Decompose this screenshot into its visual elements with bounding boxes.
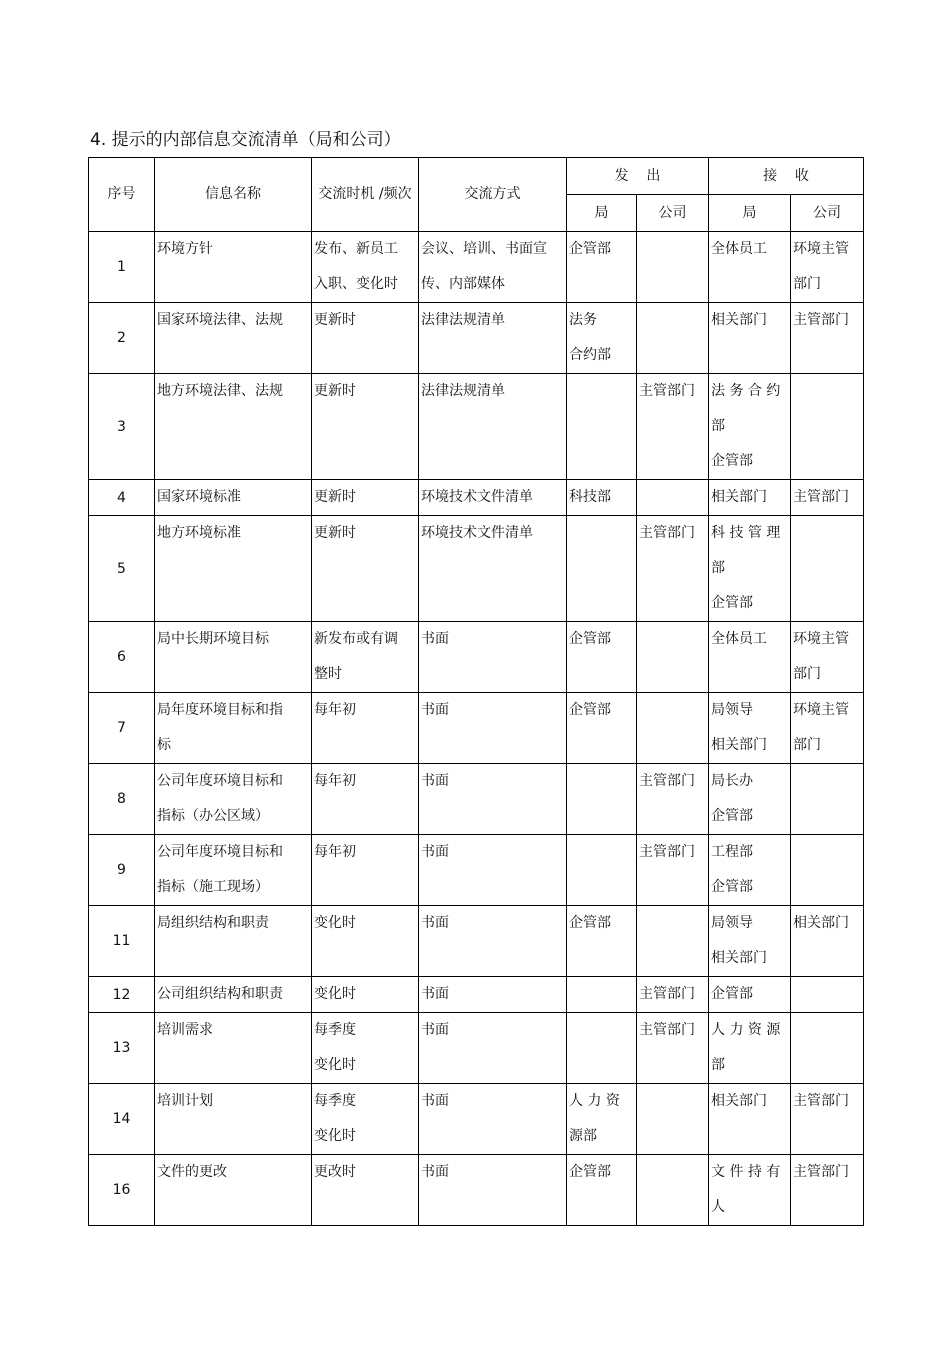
row-send-company xyxy=(637,622,709,693)
row-name: 公司组织结构和职责 xyxy=(155,977,312,1013)
header-timing: 交流时机 /频次 xyxy=(312,158,419,232)
row-timing: 更新时 xyxy=(312,303,419,374)
row-seq: 2 xyxy=(89,303,155,374)
table-row xyxy=(89,374,864,480)
row-seq: 16 xyxy=(89,1155,155,1226)
row-send-company xyxy=(637,1084,709,1155)
row-name: 局中长期环境目标 xyxy=(155,622,312,693)
row-seq: 7 xyxy=(89,693,155,764)
row-method: 书面 xyxy=(419,1084,567,1155)
row-timing: 变化时 xyxy=(312,977,419,1013)
row-timing: 每年初 xyxy=(312,764,419,835)
row-recv-bureau: 局长办 企管部 xyxy=(709,764,791,835)
row-timing: 新发布或有调 整时 xyxy=(312,622,419,693)
table-row xyxy=(89,516,864,622)
row-recv-company: 环境主管 部门 xyxy=(791,622,864,693)
row-recv-company: 相关部门 xyxy=(791,906,864,977)
row-send-bureau xyxy=(567,1013,637,1084)
row-method: 环境技术文件清单 xyxy=(419,516,567,622)
row-recv-company: 主管部门 xyxy=(791,480,864,516)
table-row xyxy=(89,1084,864,1155)
row-send-company: 主管部门 xyxy=(637,516,709,622)
row-send-company xyxy=(637,232,709,303)
row-method: 书面 xyxy=(419,906,567,977)
table-row xyxy=(89,303,864,374)
row-send-bureau: 企管部 xyxy=(567,693,637,764)
row-recv-company: 主管部门 xyxy=(791,303,864,374)
row-send-bureau: 企管部 xyxy=(567,622,637,693)
header-send-company: 公司 xyxy=(637,195,709,232)
row-seq: 8 xyxy=(89,764,155,835)
row-timing: 发布、新员工 入职、变化时 xyxy=(312,232,419,303)
row-recv-company xyxy=(791,1013,864,1084)
header-recv-company: 公司 xyxy=(791,195,864,232)
row-recv-bureau: 文 件 持 有 人 xyxy=(709,1155,791,1226)
row-timing: 每季度 变化时 xyxy=(312,1013,419,1084)
row-method: 环境技术文件清单 xyxy=(419,480,567,516)
row-method: 书面 xyxy=(419,1155,567,1226)
row-timing: 每年初 xyxy=(312,693,419,764)
row-send-bureau: 科技部 xyxy=(567,480,637,516)
row-name: 地方环境标准 xyxy=(155,516,312,622)
table-row xyxy=(89,622,864,693)
row-recv-company: 环境主管 部门 xyxy=(791,693,864,764)
row-timing: 每季度 变化时 xyxy=(312,1084,419,1155)
row-method: 书面 xyxy=(419,764,567,835)
row-name: 局组织结构和职责 xyxy=(155,906,312,977)
row-send-company: 主管部门 xyxy=(637,977,709,1013)
info-exchange-table xyxy=(88,157,864,1226)
row-send-bureau xyxy=(567,764,637,835)
row-seq: 11 xyxy=(89,906,155,977)
row-name: 培训计划 xyxy=(155,1084,312,1155)
row-seq: 5 xyxy=(89,516,155,622)
row-seq: 3 xyxy=(89,374,155,480)
row-send-company: 主管部门 xyxy=(637,1013,709,1084)
table-row xyxy=(89,480,864,516)
row-method: 会议、培训、书面宣 传、内部媒体 xyxy=(419,232,567,303)
row-send-bureau: 法务 合约部 xyxy=(567,303,637,374)
row-timing: 更新时 xyxy=(312,516,419,622)
row-recv-company: 环境主管 部门 xyxy=(791,232,864,303)
row-send-bureau: 企管部 xyxy=(567,906,637,977)
row-send-bureau: 企管部 xyxy=(567,232,637,303)
row-recv-company xyxy=(791,835,864,906)
row-recv-bureau: 科 技 管 理 部 企管部 xyxy=(709,516,791,622)
row-recv-bureau: 相关部门 xyxy=(709,480,791,516)
row-recv-bureau: 全体员工 xyxy=(709,232,791,303)
row-seq: 6 xyxy=(89,622,155,693)
row-name: 国家环境法律、法规 xyxy=(155,303,312,374)
row-send-bureau xyxy=(567,374,637,480)
row-recv-bureau: 局领导 相关部门 xyxy=(709,693,791,764)
row-timing: 更新时 xyxy=(312,480,419,516)
row-send-company xyxy=(637,693,709,764)
row-method: 法律法规清单 xyxy=(419,303,567,374)
row-recv-bureau: 相关部门 xyxy=(709,303,791,374)
document-title: 4. 提示的内部信息交流清单（局和公司） xyxy=(90,130,401,150)
row-method: 书面 xyxy=(419,693,567,764)
row-seq: 1 xyxy=(89,232,155,303)
row-send-company xyxy=(637,906,709,977)
table-row xyxy=(89,1013,864,1084)
row-send-bureau xyxy=(567,835,637,906)
row-recv-bureau: 人 力 资 源 部 xyxy=(709,1013,791,1084)
header-send: 发 出 xyxy=(567,158,709,195)
row-name: 培训需求 xyxy=(155,1013,312,1084)
header-seq: 序号 xyxy=(89,158,155,232)
row-recv-bureau: 企管部 xyxy=(709,977,791,1013)
table-row xyxy=(89,977,864,1013)
row-seq: 12 xyxy=(89,977,155,1013)
row-recv-company xyxy=(791,764,864,835)
row-send-company xyxy=(637,303,709,374)
row-name: 环境方针 xyxy=(155,232,312,303)
header-method: 交流方式 xyxy=(419,158,567,232)
row-send-bureau: 企管部 xyxy=(567,1155,637,1226)
table-row xyxy=(89,232,864,303)
row-send-company: 主管部门 xyxy=(637,835,709,906)
row-send-bureau xyxy=(567,516,637,622)
row-recv-company: 主管部门 xyxy=(791,1084,864,1155)
row-send-company: 主管部门 xyxy=(637,374,709,480)
row-method: 书面 xyxy=(419,977,567,1013)
row-method: 书面 xyxy=(419,1013,567,1084)
row-seq: 4 xyxy=(89,480,155,516)
header-receive: 接 收 xyxy=(709,158,864,195)
table-row xyxy=(89,1155,864,1226)
row-seq: 13 xyxy=(89,1013,155,1084)
row-recv-bureau: 局领导 相关部门 xyxy=(709,906,791,977)
row-timing: 每年初 xyxy=(312,835,419,906)
row-timing: 更改时 xyxy=(312,1155,419,1226)
row-name: 局年度环境目标和指 标 xyxy=(155,693,312,764)
table-row xyxy=(89,906,864,977)
row-send-company: 主管部门 xyxy=(637,764,709,835)
row-name: 文件的更改 xyxy=(155,1155,312,1226)
row-name: 公司年度环境目标和 指标（办公区域） xyxy=(155,764,312,835)
row-send-company xyxy=(637,480,709,516)
row-send-company xyxy=(637,1155,709,1226)
row-method: 法律法规清单 xyxy=(419,374,567,480)
row-method: 书面 xyxy=(419,835,567,906)
row-recv-bureau: 全体员工 xyxy=(709,622,791,693)
row-recv-company: 主管部门 xyxy=(791,1155,864,1226)
row-recv-bureau: 工程部 企管部 xyxy=(709,835,791,906)
row-send-bureau: 人 力 资 源部 xyxy=(567,1084,637,1155)
row-name: 地方环境法律、法规 xyxy=(155,374,312,480)
header-recv-bureau: 局 xyxy=(709,195,791,232)
row-send-bureau xyxy=(567,977,637,1013)
row-method: 书面 xyxy=(419,622,567,693)
row-recv-company xyxy=(791,977,864,1013)
table-row xyxy=(89,693,864,764)
table-row xyxy=(89,835,864,906)
row-name: 国家环境标准 xyxy=(155,480,312,516)
row-timing: 变化时 xyxy=(312,906,419,977)
table-row xyxy=(89,764,864,835)
row-seq: 14 xyxy=(89,1084,155,1155)
row-recv-bureau: 相关部门 xyxy=(709,1084,791,1155)
row-name: 公司年度环境目标和 指标（施工现场） xyxy=(155,835,312,906)
row-seq: 9 xyxy=(89,835,155,906)
row-recv-company xyxy=(791,516,864,622)
header-send-bureau: 局 xyxy=(567,195,637,232)
header-name: 信息名称 xyxy=(155,158,312,232)
row-recv-bureau: 法 务 合 约 部 企管部 xyxy=(709,374,791,480)
row-timing: 更新时 xyxy=(312,374,419,480)
row-recv-company xyxy=(791,374,864,480)
